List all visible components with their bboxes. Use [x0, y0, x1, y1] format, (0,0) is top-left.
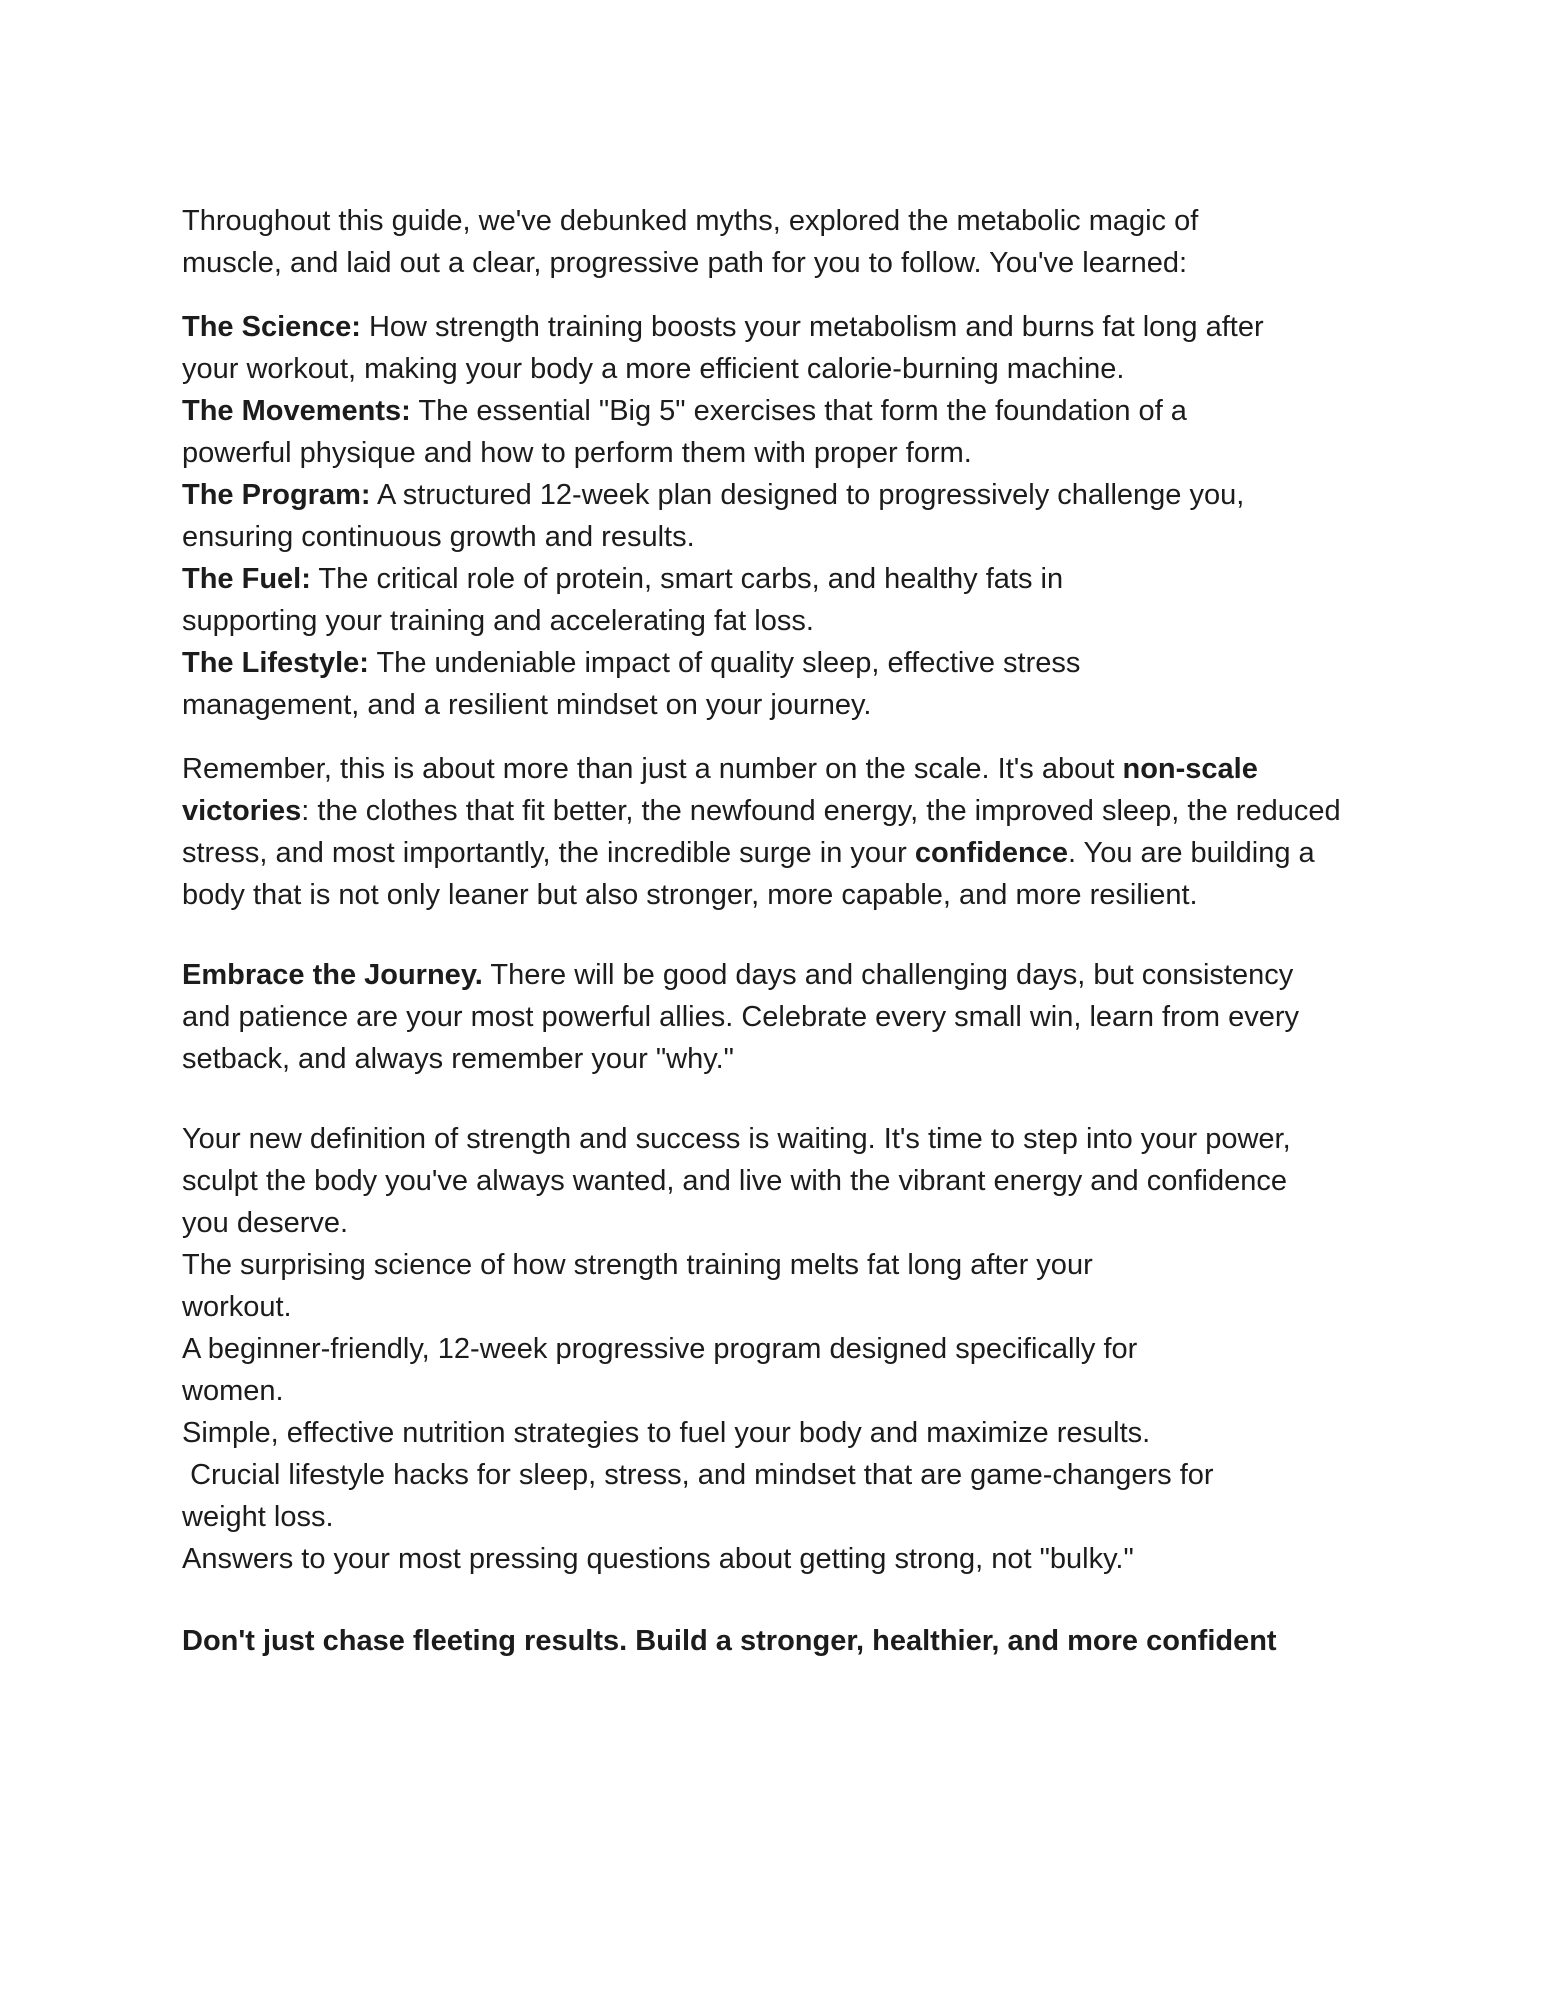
remember-bold-2: confidence — [914, 837, 1068, 869]
feature-item: Answers to your most pressing questions about getting strong, not "bulky." — [182, 1543, 1134, 1575]
remember-text-2: : the clothes that fit better, the newfound energy, the improved sleep, the reduced stress, and most importantly, the incredible surge in your — [182, 795, 1341, 869]
learned-item-science — [182, 306, 1292, 390]
feature-item: The surprising science of how strength training melts fat long after your workout. — [182, 1249, 1093, 1323]
learned-term: The Movements: — [182, 395, 411, 427]
new-definition-paragraph: Your new definition of strength and success is waiting. It's time to step into your power, sculpt the body you've always wanted, and live with the vibrant energy and confidence you deserve. — [182, 1123, 1291, 1239]
embrace-heading: Embrace the Journey. — [182, 959, 483, 991]
remember-text-1: Remember, this is about more than just a number on the scale. It's about — [182, 753, 1123, 785]
learned-term: The Fuel: — [182, 563, 311, 595]
learned-item-movements — [182, 390, 1252, 474]
feature-item: A beginner-friendly, 12-week progressive program designed specifically for women. — [182, 1333, 1138, 1407]
closing-statement: Don't just chase fleeting results. Build a stronger, healthier, and more confident — [182, 1625, 1277, 1657]
learned-text: The critical role of protein, smart carbs, and healthy fats in supporting your training and accelerating fat loss. — [182, 563, 1064, 637]
learned-term: The Lifestyle: — [182, 647, 369, 679]
document-body — [182, 200, 1352, 1662]
learned-item-lifestyle — [182, 642, 1172, 726]
embrace-paragraph — [182, 954, 1312, 1080]
learned-term: The Science: — [182, 311, 361, 343]
learned-text: The essential "Big 5" exercises that form the foundation of a powerful physique and how to perform them with proper form. — [182, 395, 1187, 469]
feature-item: Crucial lifestyle hacks for sleep, stress, and mindset that are game-changers for weight loss. — [182, 1459, 1222, 1533]
learned-list — [182, 306, 1352, 726]
embrace-text: There will be good days and challenging days, but consistency and patience are your most powerful allies. Celebrate every small win, learn from every setback, and always remember your "why." — [182, 959, 1299, 1075]
learned-item-fuel — [182, 558, 1142, 642]
feature-item: Simple, effective nutrition strategies to fuel your body and maximize results. — [182, 1417, 1151, 1449]
learned-text: A structured 12-week plan designed to progressively challenge you, ensuring continuous growth and results. — [182, 479, 1245, 553]
learned-text: How strength training boosts your metabolism and burns fat long after your workout, making your body a more efficient calorie-burning machine. — [182, 311, 1264, 385]
learned-text: The undeniable impact of quality sleep, effective stress management, and a resilient mindset on your journey. — [182, 647, 1081, 721]
remember-paragraph — [182, 748, 1352, 916]
intro-paragraph: Throughout this guide, we've debunked myths, explored the metabolic magic of muscle, and laid out a clear, progressive path for you to follow. You've learned: — [182, 205, 1199, 279]
features-list — [182, 1244, 1352, 1580]
remember-bold-1: non-scale victories — [182, 753, 1258, 827]
learned-term: The Program: — [182, 479, 371, 511]
remember-text-3: . You are building a body that is not only leaner but also stronger, more capable, and more resilient. — [182, 837, 1315, 911]
learned-item-program — [182, 474, 1252, 558]
